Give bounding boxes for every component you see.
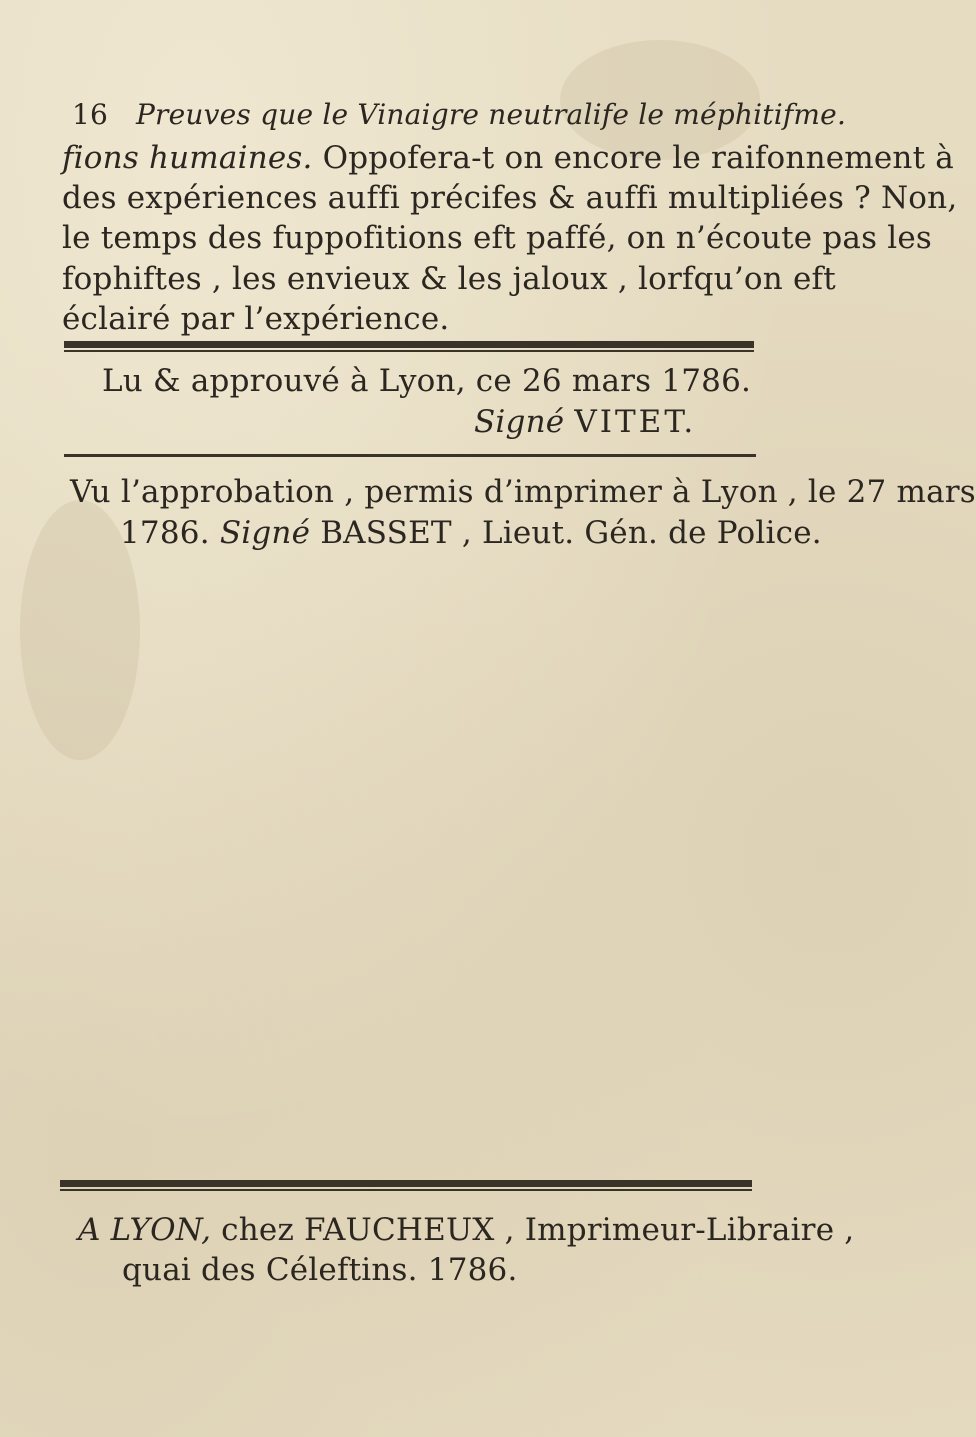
single-rule — [64, 454, 756, 457]
double-rule-2 — [60, 1180, 752, 1192]
imprint-printer: chez FAUCHEUX , Imprimeur-Libraire , — [211, 1212, 855, 1248]
permission-signed-label: Signé — [219, 515, 311, 551]
imprint-line-1 — [78, 1212, 854, 1248]
running-header — [72, 98, 846, 131]
body-line-3: le temps des fuppofitions eft paffé, on n’écoute pas les — [62, 220, 933, 256]
permission-line-2 — [120, 515, 822, 551]
approval-signature — [474, 404, 696, 440]
approval-signed-name: VITET. — [574, 404, 697, 440]
running-title: Preuves que le Vinaigre neutralife le méphitifme. — [136, 98, 847, 131]
imprint-place: A LYON, — [78, 1212, 212, 1248]
permission-line-1: Vu l’approbation , permis d’imprimer à Lyon , le 27 mars — [70, 474, 976, 510]
body-line-1-text: Oppofera-t on encore le raifonnement à — [312, 140, 954, 176]
body-line-4: fophiftes , les envieux & les jaloux , lorfqu’on eft — [62, 261, 836, 297]
body-line-1-italic: fions humaines. — [62, 140, 313, 176]
double-rule-1 — [64, 341, 754, 353]
approval-line: Lu & approuvé à Lyon, ce 26 mars 1786. — [102, 363, 752, 399]
imprint-line-2: quai des Céleftins. 1786. — [122, 1252, 518, 1288]
page-number: 16 — [72, 98, 109, 131]
body-line-5: éclairé par l’expérience. — [62, 301, 450, 337]
approval-signed-label: Signé — [474, 404, 565, 440]
body-line-1 — [62, 140, 954, 176]
permission-year: 1786. — [120, 515, 210, 551]
body-line-2: des expériences auffi précifes & auffi multipliées ? Non, — [62, 180, 958, 216]
permission-signer: BASSET , Lieut. Gén. de Police. — [320, 515, 822, 551]
